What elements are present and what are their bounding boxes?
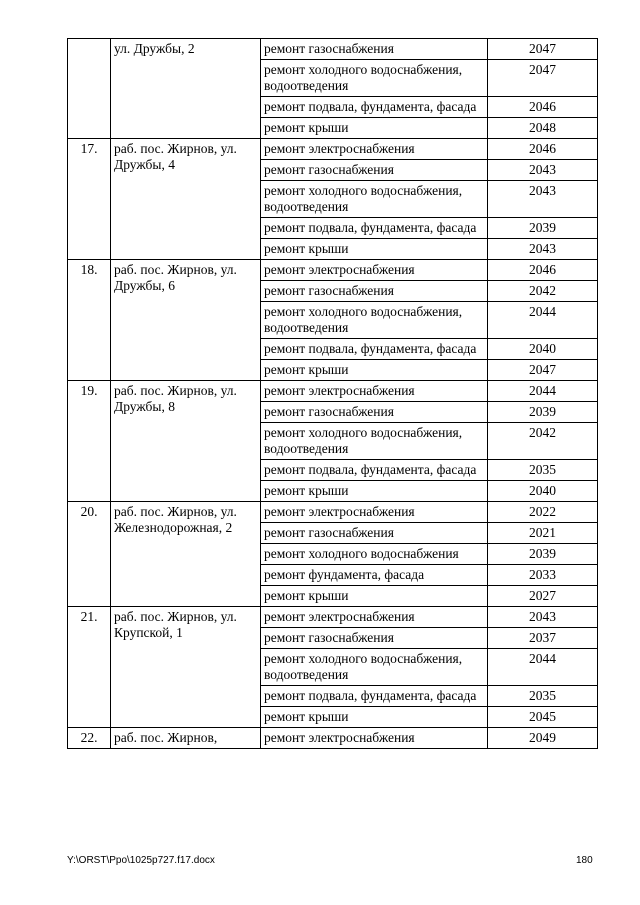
year-cell: 2042 <box>488 281 598 302</box>
work-type-cell: ремонт газоснабжения <box>261 628 488 649</box>
year-cell: 2035 <box>488 686 598 707</box>
year-cell: 2044 <box>488 302 598 339</box>
address-cell: раб. пос. Жирнов, ул. Дружбы, 6 <box>111 260 261 381</box>
year-cell: 2033 <box>488 565 598 586</box>
work-type-cell: ремонт холодного водоснабжения, водоотведения <box>261 423 488 460</box>
page-number: 180 <box>576 855 593 866</box>
year-cell: 2044 <box>488 649 598 686</box>
work-type-cell: ремонт электроснабжения <box>261 260 488 281</box>
address-cell: раб. пос. Жирнов, ул. Крупской, 1 <box>111 607 261 728</box>
item-number: 17. <box>68 139 111 260</box>
footer-file-path: Y:\ORST\Ppo\1025p727.f17.docx <box>67 855 215 866</box>
work-type-cell: ремонт электроснабжения <box>261 607 488 628</box>
work-type-cell: ремонт электроснабжения <box>261 381 488 402</box>
year-cell: 2043 <box>488 239 598 260</box>
work-type-cell: ремонт холодного водоснабжения, водоотведения <box>261 181 488 218</box>
work-type-cell: ремонт газоснабжения <box>261 402 488 423</box>
year-cell: 2040 <box>488 481 598 502</box>
item-number <box>68 39 111 139</box>
work-type-cell: ремонт подвала, фундамента, фасада <box>261 218 488 239</box>
year-cell: 2047 <box>488 39 598 60</box>
item-number: 18. <box>68 260 111 381</box>
work-type-cell: ремонт крыши <box>261 118 488 139</box>
year-cell: 2046 <box>488 139 598 160</box>
work-type-cell: ремонт газоснабжения <box>261 160 488 181</box>
work-type-cell: ремонт газоснабжения <box>261 281 488 302</box>
address-cell: раб. пос. Жирнов, <box>111 728 261 749</box>
item-number: 20. <box>68 502 111 607</box>
table-row <box>68 607 598 628</box>
year-cell: 2043 <box>488 160 598 181</box>
work-type-cell: ремонт подвала, фундамента, фасада <box>261 686 488 707</box>
table-row <box>68 381 598 402</box>
year-cell: 2039 <box>488 218 598 239</box>
year-cell: 2044 <box>488 381 598 402</box>
address-cell: раб. пос. Жирнов, ул. Дружбы, 4 <box>111 139 261 260</box>
work-type-cell: ремонт подвала, фундамента, фасада <box>261 97 488 118</box>
year-cell: 2043 <box>488 607 598 628</box>
address-cell: ул. Дружбы, 2 <box>111 39 261 139</box>
item-number: 22. <box>68 728 111 749</box>
year-cell: 2040 <box>488 339 598 360</box>
item-number: 19. <box>68 381 111 502</box>
work-type-cell: ремонт электроснабжения <box>261 139 488 160</box>
table-row <box>68 139 598 160</box>
work-type-cell: ремонт крыши <box>261 360 488 381</box>
year-cell: 2049 <box>488 728 598 749</box>
work-type-cell: ремонт газоснабжения <box>261 39 488 60</box>
year-cell: 2046 <box>488 260 598 281</box>
year-cell: 2048 <box>488 118 598 139</box>
table-row <box>68 260 598 281</box>
year-cell: 2021 <box>488 523 598 544</box>
work-type-cell: ремонт крыши <box>261 239 488 260</box>
work-type-cell: ремонт крыши <box>261 586 488 607</box>
work-type-cell: ремонт холодного водоснабжения, водоотведения <box>261 649 488 686</box>
repair-schedule-table <box>67 38 598 749</box>
work-type-cell: ремонт крыши <box>261 707 488 728</box>
year-cell: 2046 <box>488 97 598 118</box>
year-cell: 2035 <box>488 460 598 481</box>
work-type-cell: ремонт электроснабжения <box>261 502 488 523</box>
work-type-cell: ремонт крыши <box>261 481 488 502</box>
year-cell: 2037 <box>488 628 598 649</box>
item-number: 21. <box>68 607 111 728</box>
work-type-cell: ремонт холодного водоснабжения, водоотведения <box>261 60 488 97</box>
work-type-cell: ремонт холодного водоснабжения <box>261 544 488 565</box>
address-cell: раб. пос. Жирнов, ул. Железнодорожная, 2 <box>111 502 261 607</box>
work-type-cell: ремонт подвала, фундамента, фасада <box>261 460 488 481</box>
work-type-cell: ремонт холодного водоснабжения, водоотведения <box>261 302 488 339</box>
address-cell: раб. пос. Жирнов, ул. Дружбы, 8 <box>111 381 261 502</box>
year-cell: 2047 <box>488 360 598 381</box>
year-cell: 2027 <box>488 586 598 607</box>
year-cell: 2039 <box>488 402 598 423</box>
year-cell: 2043 <box>488 181 598 218</box>
work-type-cell: ремонт фундамента, фасада <box>261 565 488 586</box>
year-cell: 2042 <box>488 423 598 460</box>
work-type-cell: ремонт газоснабжения <box>261 523 488 544</box>
year-cell: 2045 <box>488 707 598 728</box>
year-cell: 2039 <box>488 544 598 565</box>
table-row <box>68 728 598 749</box>
year-cell: 2047 <box>488 60 598 97</box>
year-cell: 2022 <box>488 502 598 523</box>
table-row <box>68 502 598 523</box>
work-type-cell: ремонт электроснабжения <box>261 728 488 749</box>
work-type-cell: ремонт подвала, фундамента, фасада <box>261 339 488 360</box>
table-row <box>68 39 598 60</box>
